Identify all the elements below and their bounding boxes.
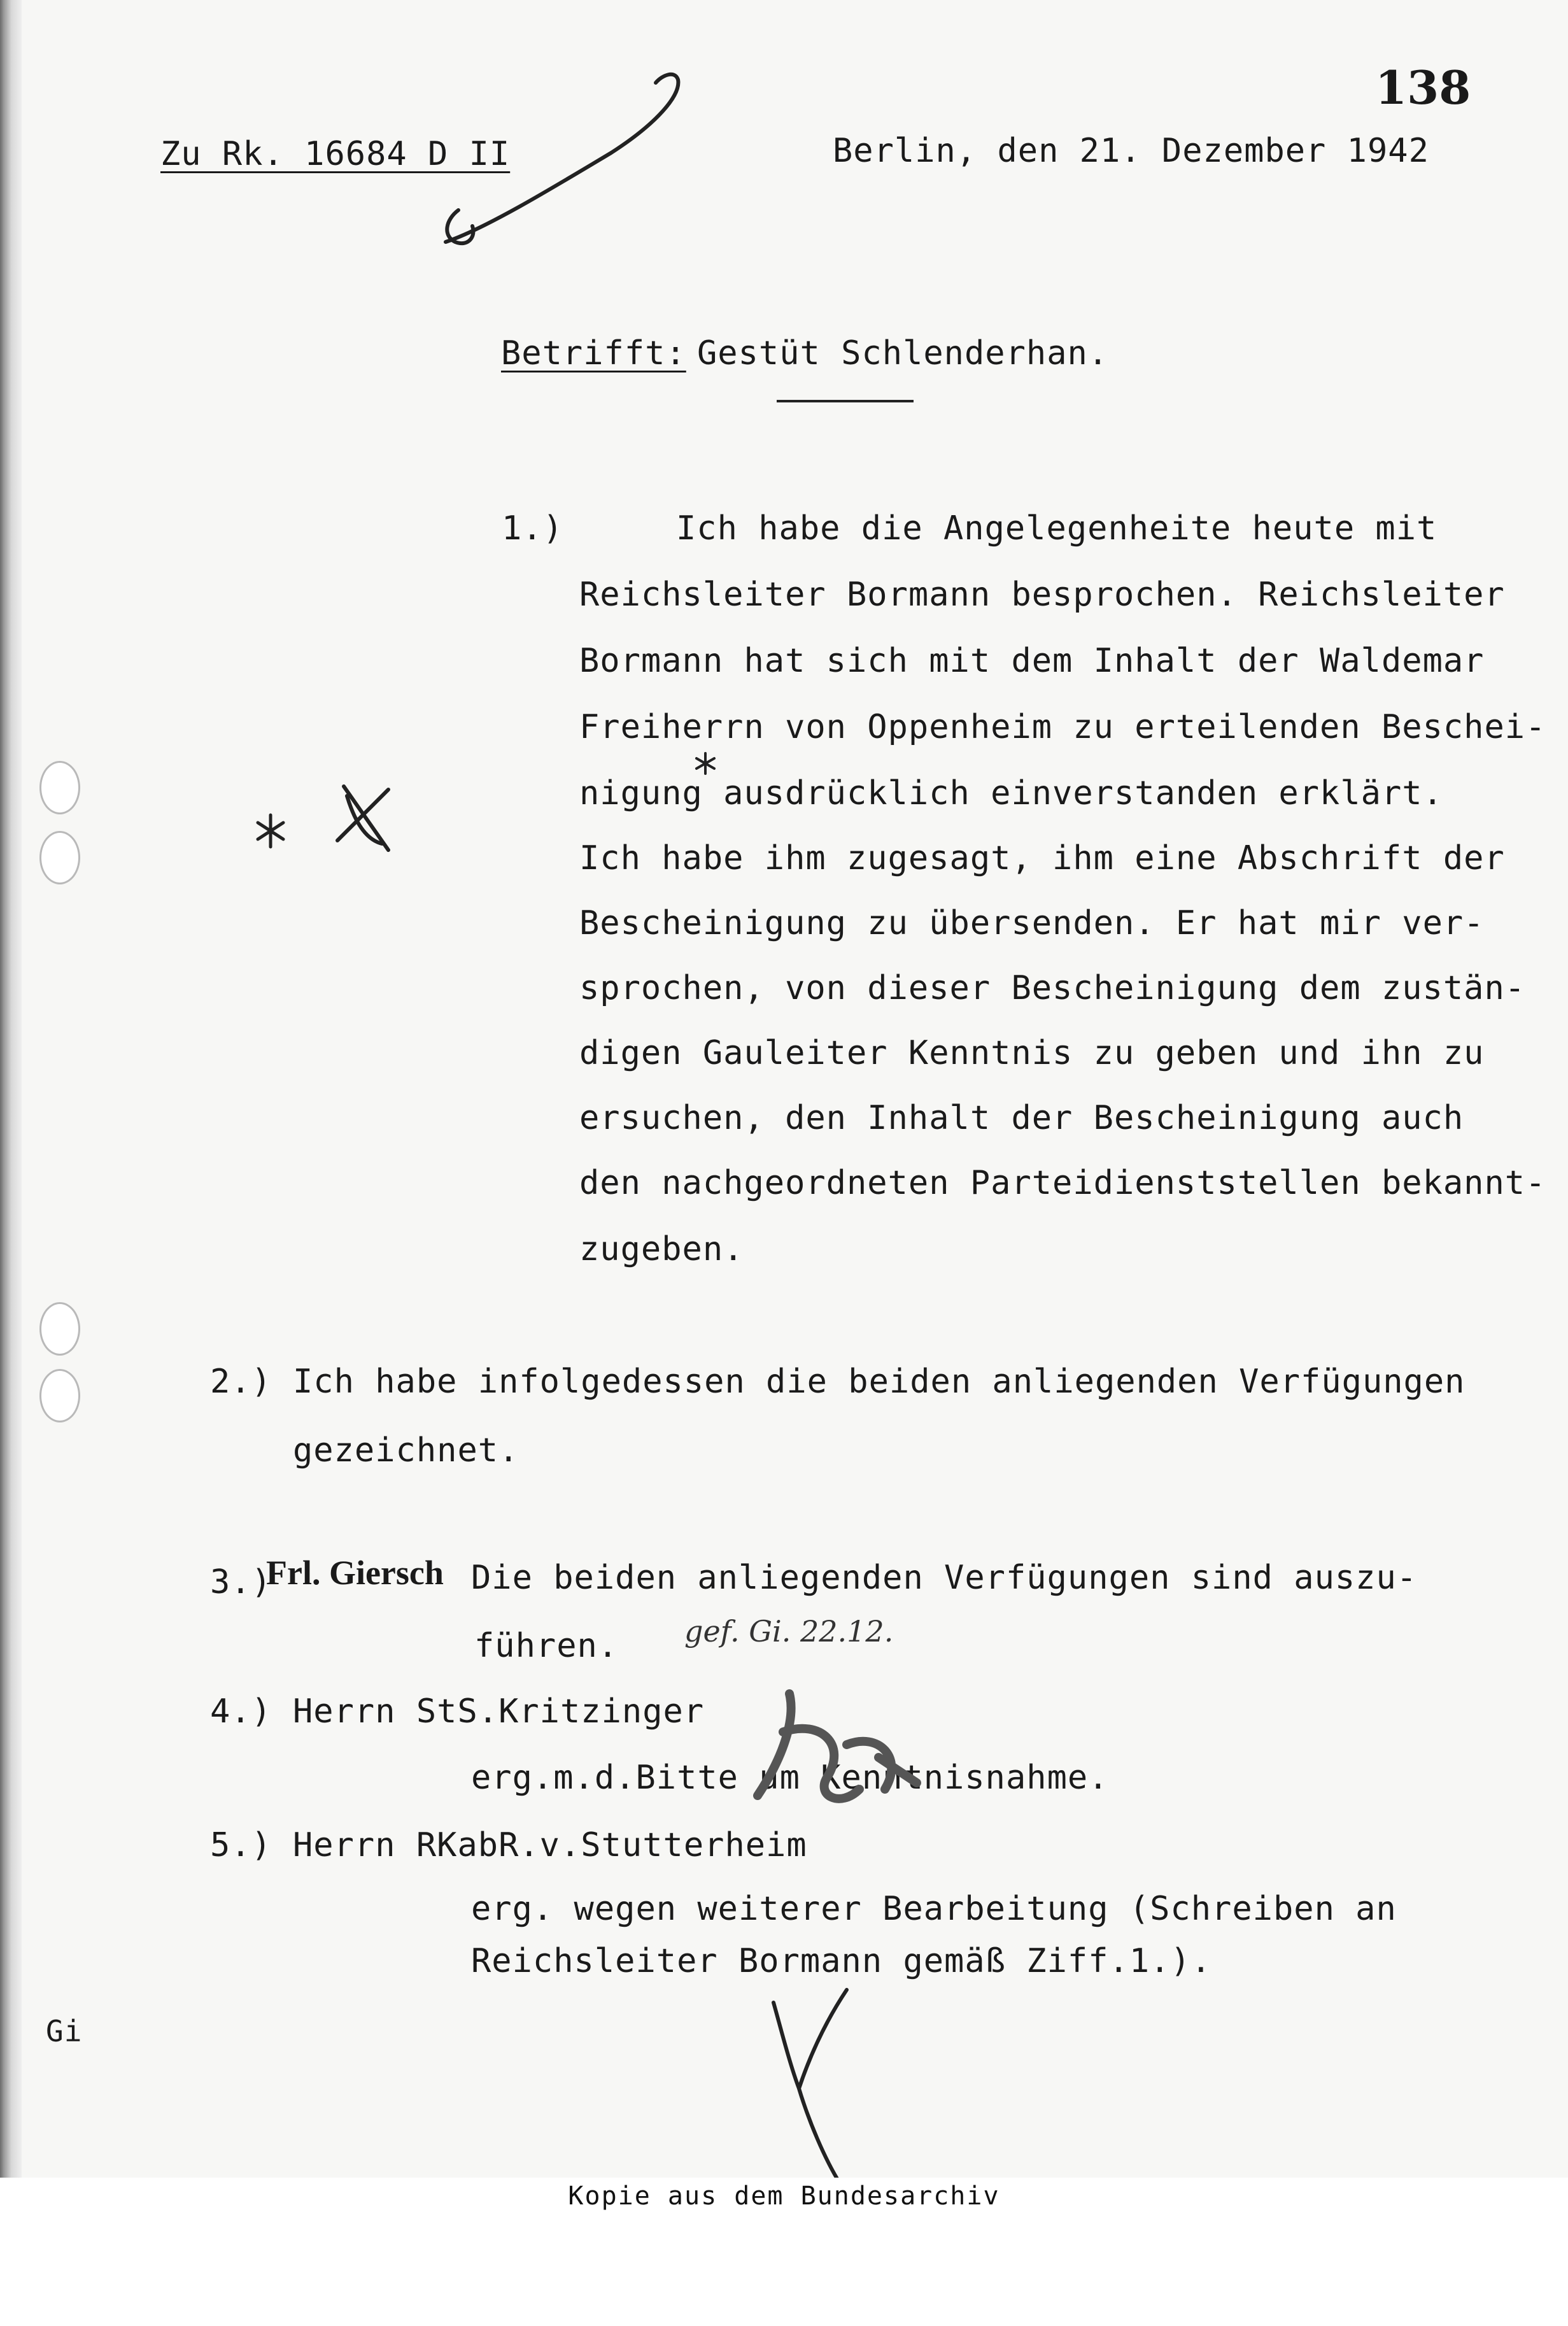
insertion-asterisk bbox=[696, 753, 714, 774]
item-1-line: zugeben. bbox=[579, 1230, 744, 1268]
item-5-line: Reichsleiter Bormann gemäß Ziff.1.). bbox=[471, 1942, 1212, 1980]
item-1-line: digen Gauleiter Kenntnis zu geben und ihn zu bbox=[579, 1034, 1485, 1072]
subject-label: Betrifft: bbox=[501, 334, 686, 372]
item-1-line: Bescheinigung zu übersenden. Er hat mir ver- bbox=[579, 904, 1485, 942]
subject-text: Gestüt Schlenderhan. bbox=[697, 334, 1109, 372]
crossed-mark bbox=[337, 786, 388, 850]
reference-number: Zu Rk. 16684 D II bbox=[160, 135, 511, 173]
item-3-line: führen. bbox=[474, 1627, 619, 1665]
item-1-line: den nachgeordneten Parteidienststellen bekannt- bbox=[579, 1164, 1546, 1202]
item-2-line: gezeichnet. bbox=[293, 1431, 519, 1470]
margin-initials: Gi bbox=[46, 2014, 83, 2048]
page-number: 138 bbox=[1375, 60, 1471, 115]
item-1-line: Bormann hat sich mit dem Inhalt der Waldemar bbox=[579, 642, 1485, 680]
item-4-line: Herrn StS.Kritzinger bbox=[293, 1692, 705, 1731]
item-3-line: Die beiden anliegenden Verfügungen sind auszu- bbox=[471, 1559, 1418, 1597]
item-2-number: 2.) bbox=[210, 1363, 272, 1401]
item-1-line: ersuchen, den Inhalt der Bescheinigung auch bbox=[579, 1099, 1464, 1137]
item-5-line: erg. wegen weiterer Bearbeitung (Schreiben an bbox=[471, 1890, 1397, 1928]
item-1-line: Reichsleiter Bormann besprochen. Reichsleiter bbox=[579, 576, 1505, 614]
archive-footer: Kopie aus dem Bundesarchiv bbox=[568, 2181, 1000, 2211]
handwritten-done-note: gef. Gi. 22.12. bbox=[684, 1614, 894, 1649]
header-check-mark bbox=[446, 74, 678, 242]
paraph-scribble bbox=[758, 1694, 917, 1799]
item-5-line: Herrn RKabR.v.Stutterheim bbox=[293, 1826, 807, 1864]
item-4-line: erg.m.d.Bitte um Kenntnisnahme. bbox=[471, 1759, 1109, 1797]
asterisk-mark bbox=[258, 815, 283, 847]
recipient-stamp: Frl. Giersch bbox=[266, 1554, 444, 1592]
item-3-number: 3.) bbox=[210, 1563, 272, 1601]
item-2-line: Ich habe infolgedessen die beiden anliegenden Verfügungen bbox=[293, 1363, 1466, 1401]
footer-band bbox=[0, 2178, 1568, 2326]
item-1-line: sprochen, von dieser Bescheinigung dem zustän- bbox=[579, 969, 1526, 1007]
item-1-line: Freiherrn von Oppenheim zu erteilenden Beschei- bbox=[579, 708, 1546, 746]
item-5-number: 5.) bbox=[210, 1826, 272, 1864]
signature-stroke bbox=[773, 1990, 847, 2184]
item-1-line: nigung ausdrücklich einverstanden erklärt. bbox=[579, 774, 1443, 812]
item-4-number: 4.) bbox=[210, 1692, 272, 1731]
item-1-number: 1.) bbox=[502, 509, 563, 548]
date-line: Berlin, den 21. Dezember 1942 bbox=[833, 132, 1429, 170]
item-1-line: Ich habe ihm zugesagt, ihm eine Abschrift der bbox=[579, 839, 1505, 877]
item-1-line: Ich habe die Angelegenheite heute mit bbox=[676, 509, 1437, 548]
